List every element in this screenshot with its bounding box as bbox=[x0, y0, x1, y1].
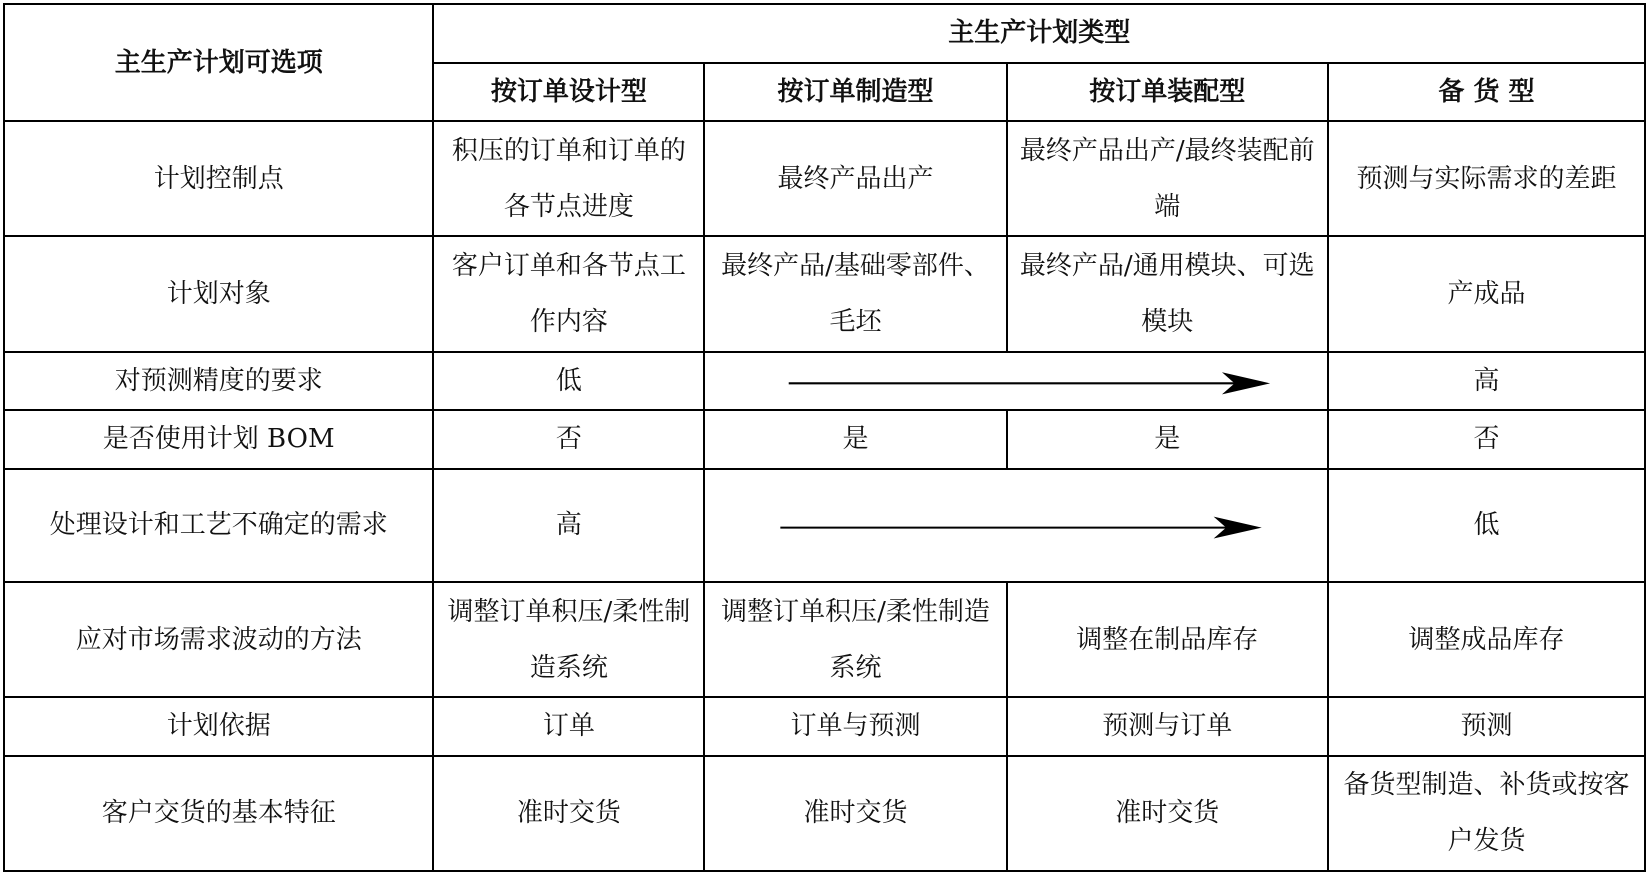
table-cell: 最终产品/通用模块、可选模块 bbox=[1007, 236, 1328, 351]
column-header: 按订单制造型 bbox=[704, 63, 1006, 122]
column-header: 备 货 型 bbox=[1328, 63, 1645, 122]
row-label: 应对市场需求波动的方法 bbox=[4, 582, 433, 697]
table-cell: 调整订单积压/柔性制造系统 bbox=[433, 582, 704, 697]
table-cell: 准时交货 bbox=[704, 756, 1006, 871]
table-cell: 调整在制品库存 bbox=[1007, 582, 1328, 697]
row-label: 计划控制点 bbox=[4, 121, 433, 236]
column-header: 按订单装配型 bbox=[1007, 63, 1328, 122]
right-arrow-icon bbox=[705, 353, 1327, 410]
mps-options-table bbox=[3, 3, 1646, 872]
table-row bbox=[4, 410, 1645, 469]
table-cell: 低 bbox=[1328, 469, 1645, 582]
row-label: 对预测精度的要求 bbox=[4, 352, 433, 411]
table-cell: 准时交货 bbox=[433, 756, 704, 871]
right-arrow-icon bbox=[705, 470, 1327, 581]
table-row bbox=[4, 352, 1645, 411]
table-cell: 产成品 bbox=[1328, 236, 1645, 351]
table-cell: 预测与订单 bbox=[1007, 697, 1328, 756]
row-label: 处理设计和工艺不确定的需求 bbox=[4, 469, 433, 582]
table-cell: 最终产品出产/最终装配前端 bbox=[1007, 121, 1328, 236]
table-cell: 预测 bbox=[1328, 697, 1645, 756]
row-label: 计划依据 bbox=[4, 697, 433, 756]
table-cell: 准时交货 bbox=[1007, 756, 1328, 871]
table-cell: 否 bbox=[433, 410, 704, 469]
table-container bbox=[3, 3, 1646, 872]
table-cell: 调整订单积压/柔性制造系统 bbox=[704, 582, 1006, 697]
table-cell: 低 bbox=[433, 352, 704, 411]
row-label: 是否使用计划 BOM bbox=[4, 410, 433, 469]
table-cell: 否 bbox=[1328, 410, 1645, 469]
table-cell: 订单与预测 bbox=[704, 697, 1006, 756]
table-cell: 是 bbox=[704, 410, 1006, 469]
table-cell: 高 bbox=[1328, 352, 1645, 411]
column-header: 按订单设计型 bbox=[433, 63, 704, 122]
row-label: 客户交货的基本特征 bbox=[4, 756, 433, 871]
table-row bbox=[4, 697, 1645, 756]
row-label-header: 主生产计划可选项 bbox=[4, 4, 433, 121]
table-row bbox=[4, 582, 1645, 697]
table-cell: 调整成品库存 bbox=[1328, 582, 1645, 697]
table-row bbox=[4, 236, 1645, 351]
table-row bbox=[4, 756, 1645, 871]
type-group-header: 主生产计划类型 bbox=[433, 4, 1645, 63]
table-cell: 高 bbox=[433, 469, 704, 582]
table-cell: 最终产品出产 bbox=[704, 121, 1006, 236]
table-row bbox=[4, 121, 1645, 236]
arrow-cell bbox=[704, 352, 1328, 411]
table-cell: 备货型制造、补货或按客户发货 bbox=[1328, 756, 1645, 871]
table-row bbox=[4, 469, 1645, 582]
table-cell: 客户订单和各节点工作内容 bbox=[433, 236, 704, 351]
table-cell: 最终产品/基础零部件、毛坯 bbox=[704, 236, 1006, 351]
row-label: 计划对象 bbox=[4, 236, 433, 351]
table-cell: 积压的订单和订单的各节点进度 bbox=[433, 121, 704, 236]
table-cell: 预测与实际需求的差距 bbox=[1328, 121, 1645, 236]
table-cell: 是 bbox=[1007, 410, 1328, 469]
table-cell: 订单 bbox=[433, 697, 704, 756]
arrow-cell bbox=[704, 469, 1328, 582]
